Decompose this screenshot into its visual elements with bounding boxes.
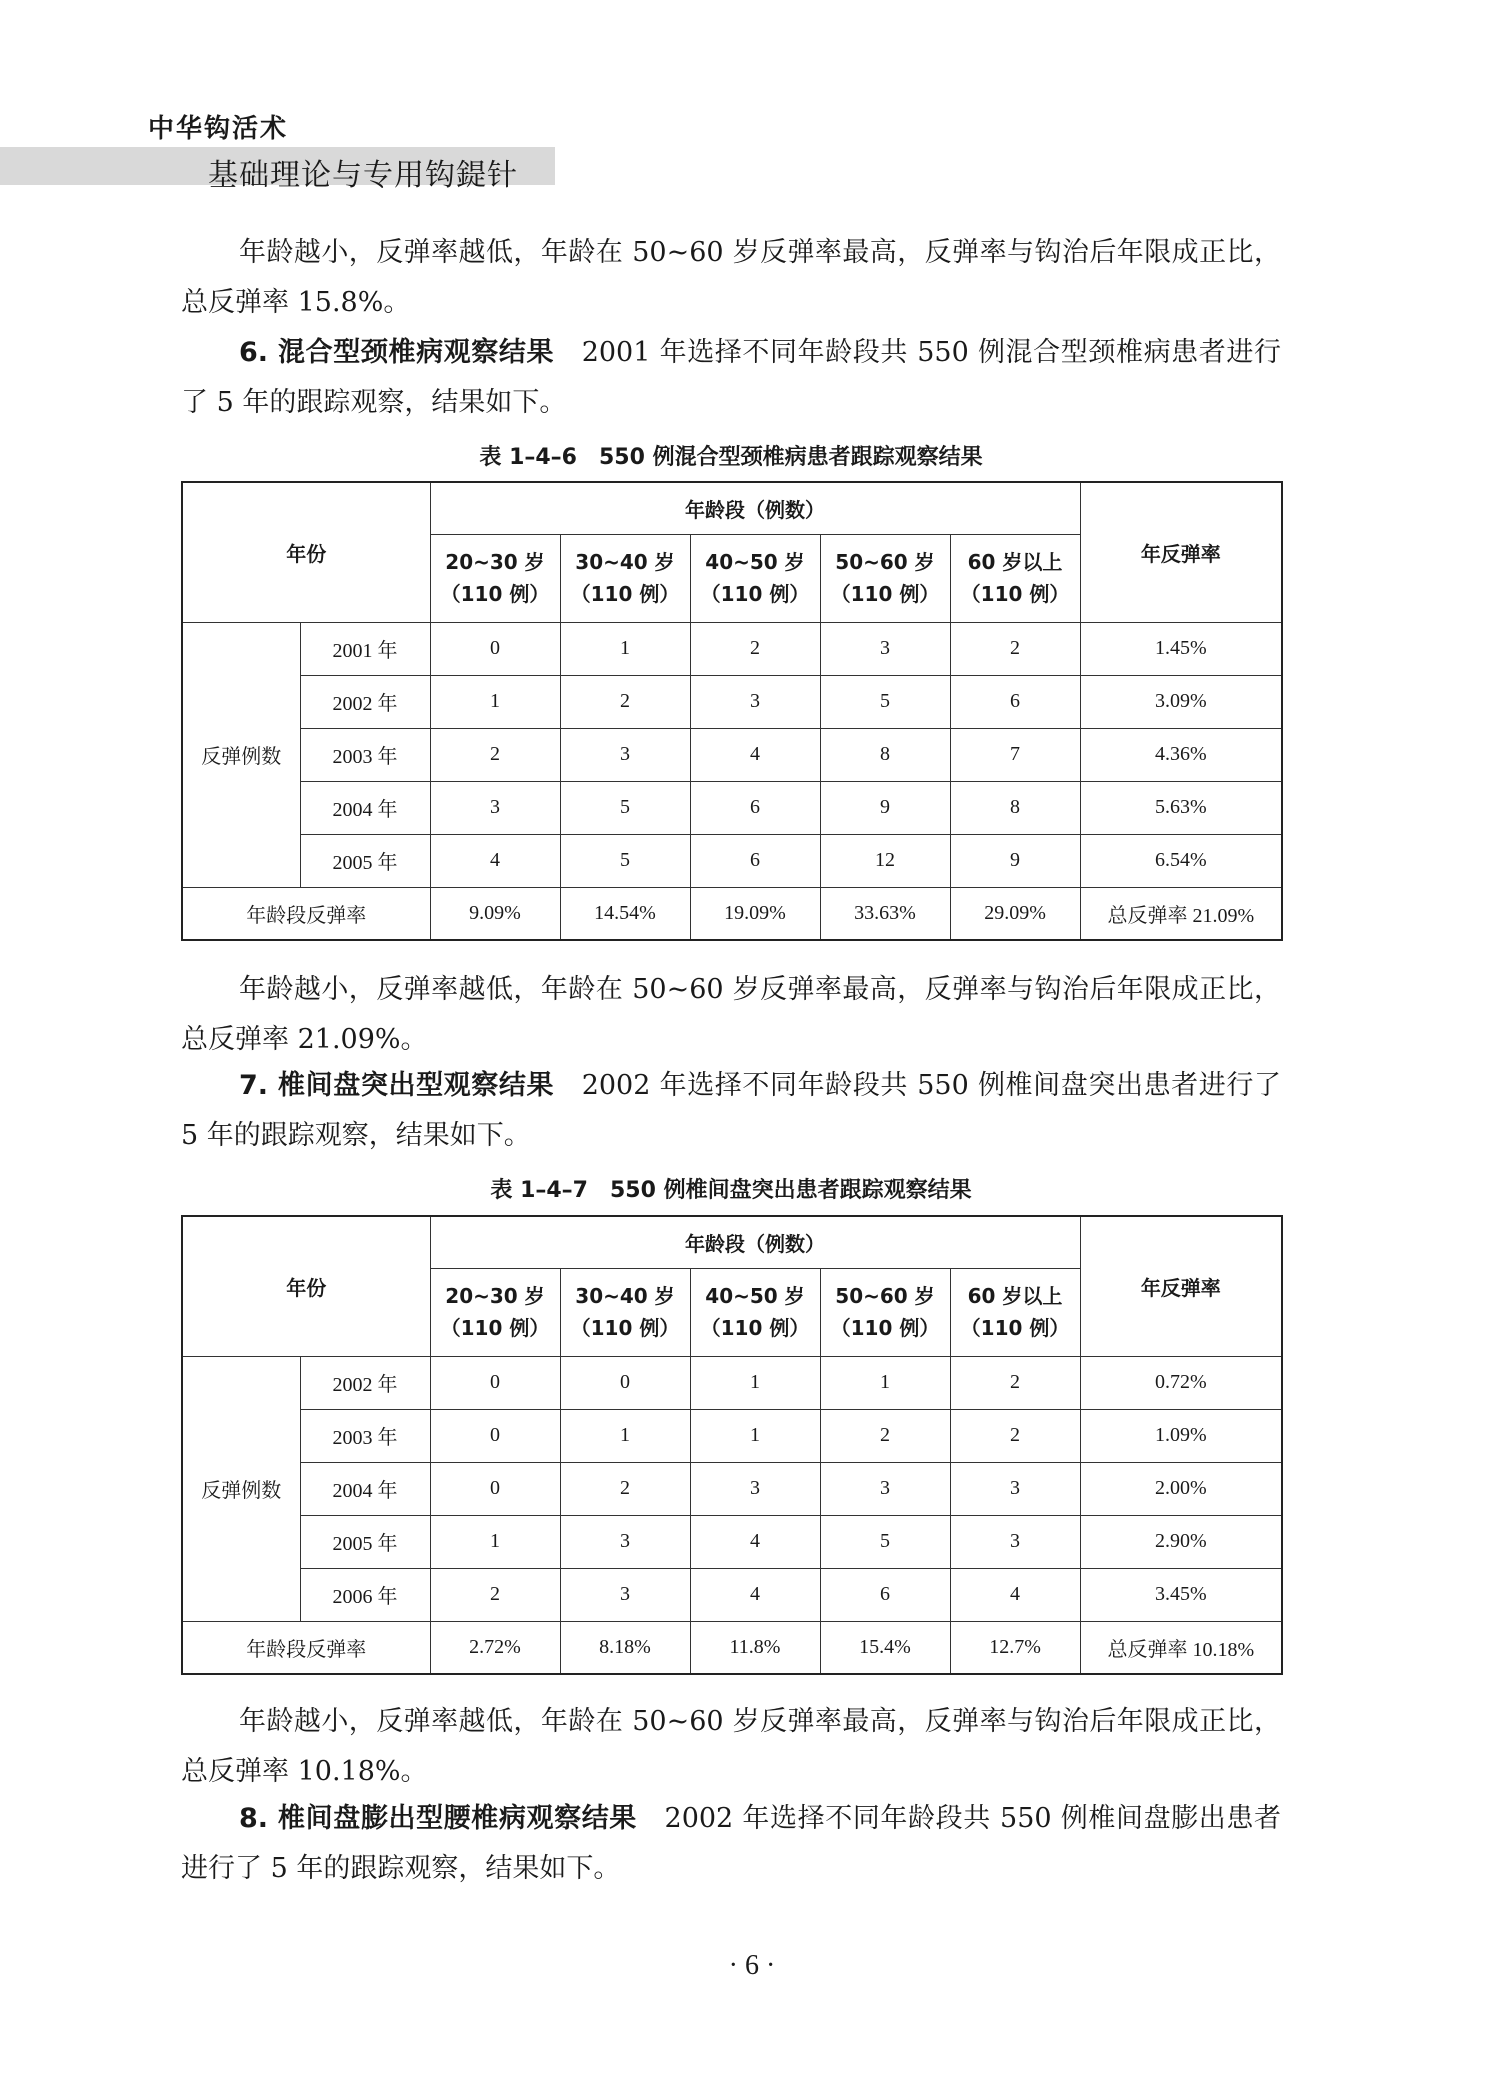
rate-cell: 3.45% <box>1080 1568 1282 1621</box>
age-group-header-cell <box>820 1268 950 1356</box>
rebound-count-label: 反弹例数 <box>182 622 300 887</box>
value-cell: 3 <box>560 1515 690 1568</box>
age-group-header-cell <box>430 534 560 622</box>
age-group-header-cell <box>820 534 950 622</box>
value-cell: 2 <box>560 675 690 728</box>
age-range: 20~30 岁 <box>445 550 545 574</box>
age-rate-cell: 12.7% <box>950 1621 1080 1674</box>
value-cell: 2 <box>950 1409 1080 1462</box>
rate-cell: 1.45% <box>1080 622 1282 675</box>
section-6 <box>181 328 1281 428</box>
value-cell: 5 <box>820 675 950 728</box>
age-rate-cell: 8.18% <box>560 1621 690 1674</box>
age-group-header-cell <box>690 534 820 622</box>
value-cell: 3 <box>690 675 820 728</box>
page-number: · 6 · <box>728 1950 776 1981</box>
value-cell: 4 <box>430 834 560 887</box>
year-cell: 2006 年 <box>300 1568 430 1621</box>
paragraph-summary-3: 年龄越小，反弹率越低，年龄在 50~60 岁反弹率最高，反弹率与钩治后年限成正比，总反弹率 10.18%。 <box>181 1706 1281 1787</box>
value-cell: 2 <box>950 622 1080 675</box>
rate-cell: 0.72% <box>1080 1356 1282 1409</box>
annual-rate-header: 年反弹率 <box>1080 1216 1282 1356</box>
value-cell: 8 <box>820 728 950 781</box>
value-cell: 6 <box>820 1568 950 1621</box>
value-cell: 6 <box>690 781 820 834</box>
section-8-text: 2002 年选择不同年龄段共 550 例椎间盘膨出患者进行了 5 年的跟踪观察，结果如下。 <box>181 1803 1281 1884</box>
table-2 <box>181 1215 1283 1675</box>
year-cell: 2005 年 <box>300 834 430 887</box>
value-cell: 1 <box>690 1356 820 1409</box>
value-cell: 2 <box>820 1409 950 1462</box>
value-cell: 0 <box>430 622 560 675</box>
year-cell: 2001 年 <box>300 622 430 675</box>
case-count: （110 例） <box>700 582 810 606</box>
value-cell: 6 <box>690 834 820 887</box>
section-7-heading: 7. 椎间盘突出型观察结果 <box>239 1070 555 1101</box>
rate-cell: 3.09% <box>1080 675 1282 728</box>
section-7-text: 2002 年选择不同年龄段共 550 例椎间盘突出患者进行了 5 年的跟踪观察，结果如下。 <box>181 1070 1281 1151</box>
rebound-count-label: 反弹例数 <box>182 1356 300 1621</box>
age-rate-cell: 2.72% <box>430 1621 560 1674</box>
age-range: 50~60 岁 <box>835 550 935 574</box>
age-group-header: 年龄段（例数） <box>430 482 1080 534</box>
year-cell: 2003 年 <box>300 728 430 781</box>
age-group-header-cell <box>430 1268 560 1356</box>
table-row <box>182 675 1282 728</box>
age-rebound-rate-label: 年龄段反弹率 <box>182 1621 430 1674</box>
value-cell: 2 <box>690 622 820 675</box>
year-header: 年份 <box>182 1216 430 1356</box>
table-row <box>182 1515 1282 1568</box>
value-cell: 1 <box>690 1409 820 1462</box>
case-count: （110 例） <box>700 1316 810 1340</box>
value-cell: 3 <box>560 1568 690 1621</box>
age-range: 40~50 岁 <box>705 1284 805 1308</box>
series-title: 中华钩活术 <box>148 114 289 144</box>
age-rate-cell: 9.09% <box>430 887 560 940</box>
age-group-header-cell <box>560 1268 690 1356</box>
value-cell: 4 <box>690 728 820 781</box>
rate-cell: 2.90% <box>1080 1515 1282 1568</box>
paragraph-summary-2: 年龄越小，反弹率越低，年龄在 50~60 岁反弹率最高，反弹率与钩治后年限成正比，总反弹率 21.09%。 <box>181 974 1281 1055</box>
case-count: （110 例） <box>960 1316 1070 1340</box>
table-row <box>182 728 1282 781</box>
age-range: 60 岁以上 <box>967 1284 1063 1308</box>
age-range: 30~40 岁 <box>575 550 675 574</box>
table-1 <box>181 481 1283 941</box>
table-row <box>182 1568 1282 1621</box>
value-cell: 5 <box>820 1515 950 1568</box>
rate-cell: 4.36% <box>1080 728 1282 781</box>
age-rate-cell: 19.09% <box>690 887 820 940</box>
value-cell: 0 <box>560 1356 690 1409</box>
table-row <box>182 834 1282 887</box>
total-rate-cell: 总反弹率 10.18% <box>1080 1621 1282 1674</box>
value-cell: 12 <box>820 834 950 887</box>
rate-cell: 2.00% <box>1080 1462 1282 1515</box>
value-cell: 6 <box>950 675 1080 728</box>
rate-cell: 1.09% <box>1080 1409 1282 1462</box>
section-6-text: 2001 年选择不同年龄段共 550 例混合型颈椎病患者进行了 5 年的跟踪观察，结果如下。 <box>181 337 1281 418</box>
age-group-header: 年龄段（例数） <box>430 1216 1080 1268</box>
section-8-heading: 8. 椎间盘膨出型腰椎病观察结果 <box>239 1803 637 1834</box>
value-cell: 5 <box>560 781 690 834</box>
value-cell: 3 <box>950 1462 1080 1515</box>
table-1-caption: 表 1–4–6 550 例混合型颈椎病患者跟踪观察结果 <box>479 445 983 470</box>
case-count: （110 例） <box>570 1316 680 1340</box>
rate-cell: 6.54% <box>1080 834 1282 887</box>
value-cell: 1 <box>430 1515 560 1568</box>
table-row <box>182 622 1282 675</box>
section-6-heading: 6. 混合型颈椎病观察结果 <box>239 337 555 368</box>
value-cell: 3 <box>820 1462 950 1515</box>
value-cell: 1 <box>430 675 560 728</box>
year-header: 年份 <box>182 482 430 622</box>
age-range: 60 岁以上 <box>967 550 1063 574</box>
case-count: （110 例） <box>570 582 680 606</box>
value-cell: 3 <box>430 781 560 834</box>
section-7 <box>181 1061 1281 1161</box>
year-cell: 2002 年 <box>300 1356 430 1409</box>
rate-cell: 5.63% <box>1080 781 1282 834</box>
table-row <box>182 781 1282 834</box>
value-cell: 0 <box>430 1462 560 1515</box>
age-rate-cell: 15.4% <box>820 1621 950 1674</box>
value-cell: 7 <box>950 728 1080 781</box>
value-cell: 1 <box>820 1356 950 1409</box>
table-footer-row <box>182 887 1282 940</box>
value-cell: 4 <box>690 1515 820 1568</box>
age-range: 40~50 岁 <box>705 550 805 574</box>
age-group-header-cell <box>950 1268 1080 1356</box>
value-cell: 2 <box>430 1568 560 1621</box>
section-8 <box>181 1794 1281 1894</box>
value-cell: 1 <box>560 622 690 675</box>
age-rate-cell: 29.09% <box>950 887 1080 940</box>
value-cell: 5 <box>560 834 690 887</box>
year-cell: 2003 年 <box>300 1409 430 1462</box>
value-cell: 2 <box>950 1356 1080 1409</box>
value-cell: 1 <box>560 1409 690 1462</box>
value-cell: 8 <box>950 781 1080 834</box>
value-cell: 0 <box>430 1356 560 1409</box>
paragraph-summary-1: 年龄越小，反弹率越低，年龄在 50~60 岁反弹率最高，反弹率与钩治后年限成正比，总反弹率 15.8%。 <box>181 237 1281 318</box>
year-cell: 2004 年 <box>300 1462 430 1515</box>
year-cell: 2002 年 <box>300 675 430 728</box>
age-range: 30~40 岁 <box>575 1284 675 1308</box>
age-rate-cell: 11.8% <box>690 1621 820 1674</box>
age-range: 20~30 岁 <box>445 1284 545 1308</box>
table-2-caption: 表 1–4–7 550 例椎间盘突出患者跟踪观察结果 <box>490 1178 972 1203</box>
annual-rate-header: 年反弹率 <box>1080 482 1282 622</box>
year-cell: 2004 年 <box>300 781 430 834</box>
case-count: （110 例） <box>440 582 550 606</box>
book-title: 基础理论与专用钩鍉针 <box>208 158 518 193</box>
value-cell: 3 <box>950 1515 1080 1568</box>
value-cell: 2 <box>430 728 560 781</box>
age-group-header-cell <box>560 534 690 622</box>
value-cell: 3 <box>560 728 690 781</box>
case-count: （110 例） <box>830 582 940 606</box>
table-row <box>182 1409 1282 1462</box>
age-rebound-rate-label: 年龄段反弹率 <box>182 887 430 940</box>
age-rate-cell: 33.63% <box>820 887 950 940</box>
value-cell: 4 <box>690 1568 820 1621</box>
value-cell: 0 <box>430 1409 560 1462</box>
table-row <box>182 1462 1282 1515</box>
value-cell: 3 <box>820 622 950 675</box>
table-footer-row <box>182 1621 1282 1674</box>
case-count: （110 例） <box>830 1316 940 1340</box>
value-cell: 9 <box>950 834 1080 887</box>
total-rate-cell: 总反弹率 21.09% <box>1080 887 1282 940</box>
table-row <box>182 1356 1282 1409</box>
age-group-header-cell <box>690 1268 820 1356</box>
value-cell: 9 <box>820 781 950 834</box>
case-count: （110 例） <box>960 582 1070 606</box>
age-group-header-cell <box>950 534 1080 622</box>
year-cell: 2005 年 <box>300 1515 430 1568</box>
age-rate-cell: 14.54% <box>560 887 690 940</box>
value-cell: 2 <box>560 1462 690 1515</box>
value-cell: 3 <box>690 1462 820 1515</box>
case-count: （110 例） <box>440 1316 550 1340</box>
age-range: 50~60 岁 <box>835 1284 935 1308</box>
value-cell: 4 <box>950 1568 1080 1621</box>
